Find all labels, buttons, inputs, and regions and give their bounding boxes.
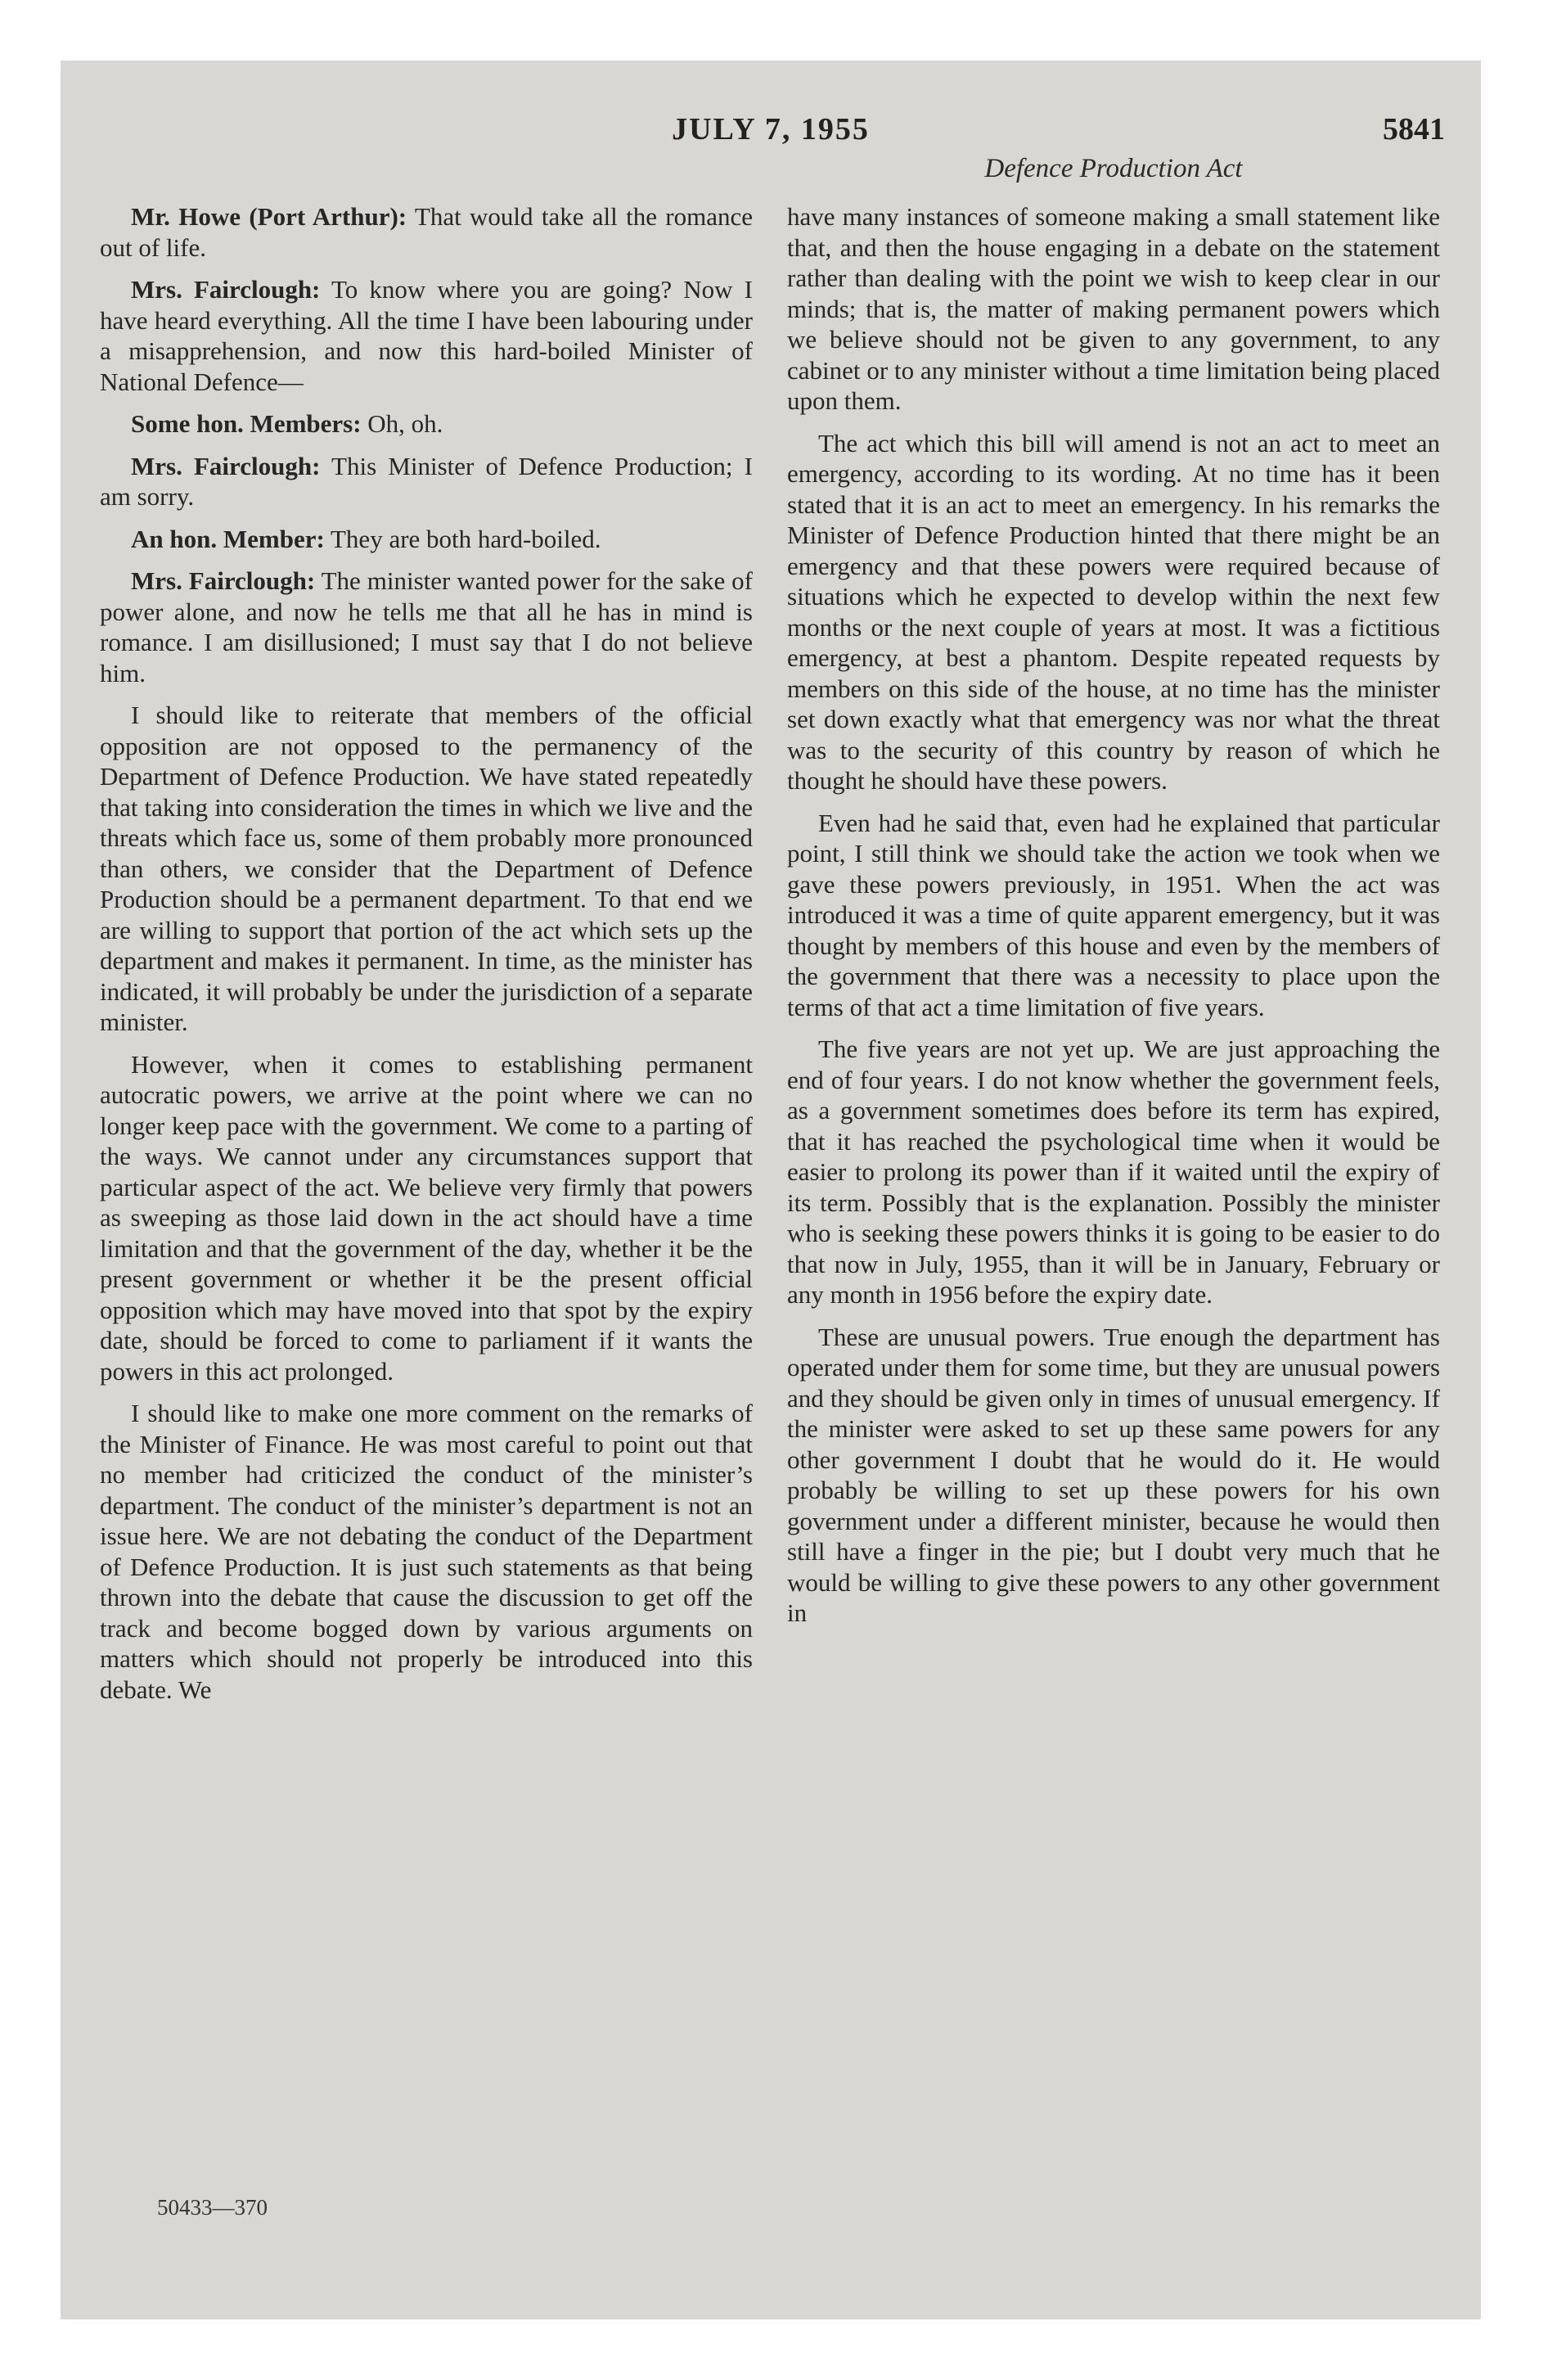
paragraph — [787, 1034, 1440, 1310]
speaker-name: An hon. Member: — [131, 524, 325, 553]
paragraph — [100, 700, 753, 1038]
paragraph-text: The minister wanted power for the sake of power alone, and now he tells me that all he has in mind is romance. I am disillusioned; I must say that I do not believe him. — [100, 566, 753, 687]
paragraph-text: They are both hard-boiled. — [331, 524, 601, 553]
running-head: Defence Production Act — [984, 154, 1243, 183]
right-column — [787, 201, 1440, 1640]
paragraph-text: This Minister of Defence Production; I am sorry. — [100, 451, 753, 511]
paragraph — [100, 201, 753, 263]
paragraph — [787, 428, 1440, 796]
paragraph — [100, 524, 753, 555]
speaker-name: Mrs. Fairclough: — [131, 566, 316, 595]
document-page — [61, 61, 1481, 2319]
paragraph — [787, 1322, 1440, 1629]
paragraph-text: That would take all the romance out of life. — [100, 202, 753, 262]
speaker-name: Some hon. Members: — [131, 409, 362, 438]
paragraph-text: Oh, oh. — [367, 409, 443, 438]
paragraph-text: The five years are not yet up. We are just approaching the end of four years. I do not know whether the government feels, as a government sometimes does before its term has expired, that it has reached the psychological time when it would be easier to prolong its power than if it waited until the expiry of its term. Possibly that is the explanation. Possibly the minister who is seeking these powers thinks it is going to be easier to do that now in July, 1955, than it will be in January, February or any month in 1956 before the expiry date. — [787, 1034, 1440, 1309]
paragraph-text: I should like to reiterate that members of the official opposition are not opposed to the permanency of the Department of Defence Production. We have stated repeatedly that taking into consideration the times in which we live and the threats which face us, some of them probably more pronounced than others, we consider that the Department of Defence Production should be a permanent department. To that end we are willing to support that portion of the act which sets up the department and makes it permanent. In time, as the minister has indicated, it will probably be under the jurisdiction of a separate minister. — [100, 701, 753, 1036]
paragraph-text: The act which this bill will amend is not an act to meet an emergency, according to its wording. At no time has it been stated that it is an act to meet an emergency. In his remarks the Minister of Defence Production hinted that there might be an emergency and that these powers were required because of situations which he expected to develop within the next few months or the next couple of years at most. It was a fictitious emergency, at best a phantom. Despite repeated requests by members on this side of the house, at no time has the minister set down exactly what that emergency was nor what the threat was to the security of this country by reason of which he thought he should have these powers. — [787, 428, 1440, 795]
paragraph — [787, 201, 1440, 417]
paragraph-text: To know where you are going? Now I have heard everything. All the time I have been labouring under a misapprehension, and now this hard-boiled Minister of National Defence— — [100, 275, 753, 396]
paragraph-text: Even had he said that, even had he explained that particular point, I still think we should take the action we took when we gave these powers previously, in 1951. When the act was introduced it was a time of quite apparent emergency, but it was thought by members of this house and even by the members of the government that there was a necessity to place upon the terms of that act a time limitation of five years. — [787, 808, 1440, 1021]
paragraph-text: However, when it comes to establishing permanent autocratic powers, we arrive at the point where we can no longer keep pace with the government. We come to a parting of the ways. We cannot under any circumstances support that particular aspect of the act. We believe very firmly that powers as sweeping as those laid down in the act should have a time limitation and that the government of the day, whether it be the present government or whether it be the present official opposition which may have moved into that spot by the expiry date, should be forced to come to parliament if it wants the powers in this act prolonged. — [100, 1049, 753, 1386]
speaker-name: Mrs. Fairclough: — [131, 275, 321, 304]
paragraph — [100, 408, 753, 439]
page-number: 5841 — [1383, 112, 1445, 146]
paragraph — [100, 1398, 753, 1705]
paragraph-text: I should like to make one more comment on the remarks of the Minister of Finance. He was most careful to point out that no member had criticized the conduct of the minister’s department. The conduct of the minister’s department is not an issue here. We are not debating the conduct of the Department of Defence Production. It is just such statements as that being thrown into the debate that cause the discussion to get off the track and become bogged down by various arguments on matters which should not properly be introduced into this debate. We — [100, 1399, 753, 1704]
paragraph — [787, 808, 1440, 1023]
paragraph — [100, 566, 753, 688]
left-column — [100, 201, 753, 1716]
paragraph — [100, 1049, 753, 1387]
paragraph-text: These are unusual powers. True enough the department has operated under them for some time, but they are unusual powers and they should be given only in times of unusual emergency. If the minister were asked to set up these same powers for any other government I doubt that he would do it. He would probably be willing to set up these powers for his own government under a different minister, because he would then still have a finger in the pie; but I doubt very much that he would be willing to give these powers to any other government in — [787, 1322, 1441, 1627]
speaker-name: Mr. Howe (Port Arthur): — [131, 202, 407, 231]
speaker-name: Mrs. Fairclough: — [131, 451, 321, 480]
paragraph-text: have many instances of someone making a small statement like that, and then the house engaging in a debate on the statement rather than dealing with the point we wish to keep clear in our minds; that is, the matter of making permanent powers which we believe should not be given to any government, to any cabinet or to any minister without a time limitation being placed upon them. — [787, 202, 1440, 415]
page-date: JULY 7, 1955 — [672, 112, 870, 146]
paragraph — [100, 274, 753, 397]
paragraph — [100, 451, 753, 512]
page-header — [61, 111, 1481, 160]
page-footer-code: 50433—370 — [157, 2195, 268, 2220]
